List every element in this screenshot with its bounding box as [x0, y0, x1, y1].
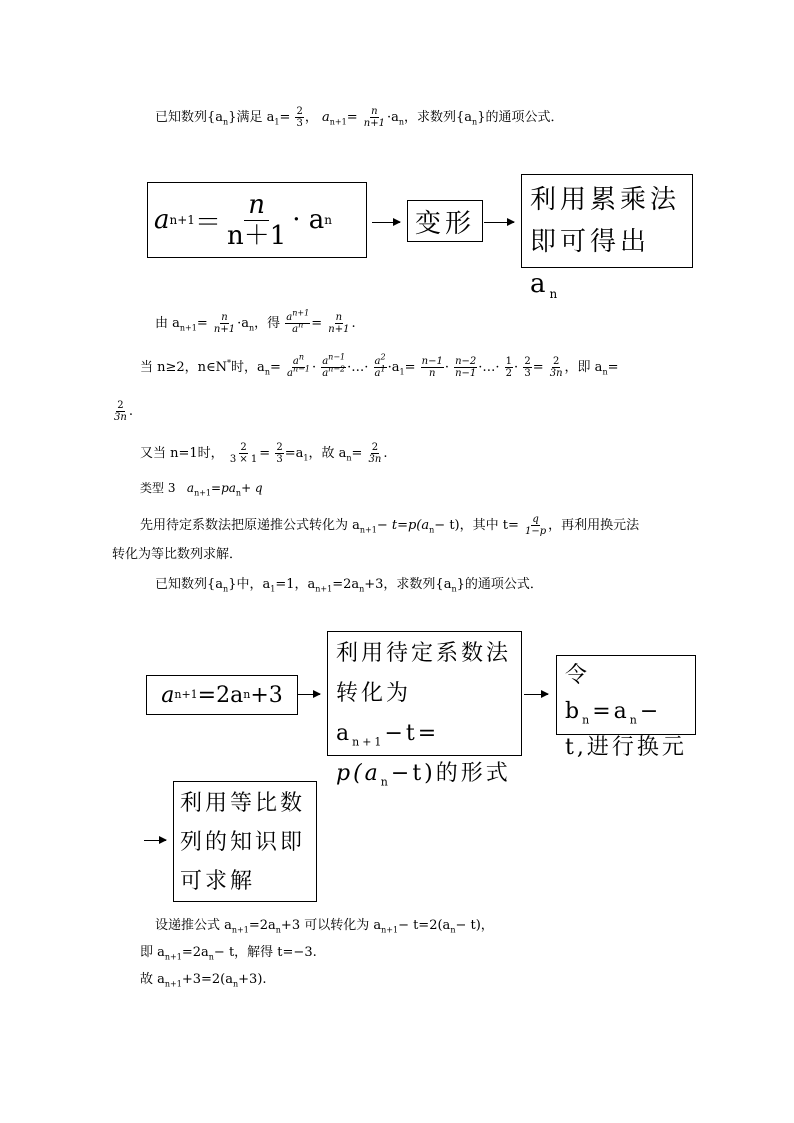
subscript: n+1 — [381, 925, 399, 935]
fraction — [523, 356, 531, 379]
text — [530, 221, 692, 305]
text: ，故 a — [308, 446, 347, 461]
subscript: n+1 — [231, 925, 249, 935]
fraction — [225, 190, 288, 251]
subscript: n — [208, 952, 214, 962]
text: a — [322, 110, 330, 125]
type3-method-line1 — [140, 514, 639, 537]
text: = — [279, 110, 291, 125]
numerator: 2 — [276, 442, 283, 453]
text: 利用待定系数法 — [336, 641, 512, 666]
fraction — [285, 308, 310, 335]
flow2-substitution-box — [556, 655, 696, 760]
flow2-recurrence-box: a n+1 =2a n +3 — [146, 675, 298, 715]
type3-heading — [140, 480, 263, 496]
numerator: n−2 — [455, 356, 477, 367]
text: ·…· — [347, 360, 369, 375]
subscript: n — [264, 367, 270, 377]
denominator: n+1 — [363, 118, 385, 129]
subscript: n — [248, 323, 255, 333]
text: = — [351, 446, 363, 461]
text: =2a — [332, 577, 360, 592]
text: = — [259, 446, 271, 461]
text: ，即 a — [564, 360, 603, 375]
text: 转化为 a — [336, 681, 412, 746]
text: +3 — [250, 682, 283, 708]
text: ，求数列{a — [404, 110, 473, 125]
text: =2a — [248, 918, 276, 933]
numerator: $a^n$ — [292, 352, 305, 367]
text: +3 可以转化为 a — [280, 918, 382, 933]
subscript: n+1 — [164, 979, 182, 989]
subscript: n — [450, 925, 456, 935]
text: 先用待定系数法把原递推公式转化为 a — [140, 518, 360, 533]
flow2-final-box — [173, 781, 317, 902]
numerator: 1 — [505, 356, 513, 367]
denominator: 1−p — [525, 526, 547, 537]
flow2-method-box — [327, 631, 522, 789]
subscript: n — [629, 713, 640, 727]
fraction — [454, 356, 477, 379]
text: 转化为等比数列求解． — [112, 547, 243, 562]
subscript: 1 — [270, 584, 276, 594]
denominator: 3 — [276, 454, 283, 465]
subscript: n — [582, 713, 593, 727]
denominator: 2 — [505, 368, 513, 379]
text: =1，a — [275, 577, 316, 592]
text: − t=2(a — [398, 918, 451, 933]
subscript: n — [602, 367, 608, 377]
subscript: n — [275, 925, 281, 935]
subscript: n — [233, 979, 239, 989]
text: −t= — [384, 721, 440, 746]
superscript: 2 — [380, 352, 386, 362]
subscript: n — [429, 525, 435, 535]
text: 变形 — [414, 208, 475, 239]
denominator: 3 — [524, 368, 531, 379]
text: ，得 — [254, 316, 281, 331]
text: 由 a — [155, 316, 180, 331]
subscript: n+1 — [315, 584, 333, 594]
numerator: n — [371, 106, 378, 117]
numerator: 2 — [117, 400, 124, 411]
subscript: n+1 — [179, 323, 197, 333]
problem1-statement — [155, 106, 563, 129]
text: ·a — [387, 360, 400, 375]
denominator: 3n — [114, 412, 127, 423]
text: − t)， — [455, 918, 494, 933]
flow1-transform-box — [407, 200, 483, 242]
denominator: n+1 — [213, 324, 236, 335]
text: = — [346, 110, 358, 125]
flow2-arrow-2 — [524, 694, 548, 695]
subscript: n — [235, 488, 242, 498]
denominator: $a^{n-1}$ — [287, 364, 310, 379]
superscript: 1 — [380, 364, 386, 374]
text: =a — [284, 446, 304, 461]
numerator: 2 — [296, 106, 303, 117]
text: 时，a — [231, 360, 265, 375]
text: a — [186, 481, 195, 495]
subscript: n — [359, 584, 365, 594]
subscript: 1 — [274, 117, 280, 127]
text: 设递推公式 a — [155, 918, 232, 933]
text: . — [383, 446, 388, 461]
denominator: 3 — [296, 118, 303, 129]
numerator: n — [221, 312, 228, 323]
superscript: n — [298, 320, 304, 330]
flow2-arrow-3 — [144, 840, 166, 841]
subscript: n — [549, 287, 562, 302]
fraction — [321, 352, 346, 379]
flow2-arrow-1 — [298, 694, 320, 695]
problem2-statement — [155, 577, 543, 593]
text: − t=p(a — [376, 518, 430, 533]
text: ·a — [237, 316, 249, 331]
text: =2a — [181, 945, 209, 960]
superscript: n−2 — [328, 364, 346, 374]
denominator: n＋1 — [226, 220, 287, 251]
subscript: n — [223, 584, 229, 594]
type3-method-line2 — [112, 547, 242, 563]
subscript: n — [451, 584, 457, 594]
fraction — [213, 312, 236, 335]
subscript: n+1 — [352, 735, 385, 749]
text: 已知数列{a — [155, 577, 224, 592]
solution2-line1 — [155, 918, 494, 934]
numerator: 2 — [240, 442, 247, 453]
text: 已知数列{a — [155, 110, 224, 125]
superscript: n — [298, 352, 305, 362]
numerator: n — [335, 312, 343, 323]
text: 列的知识即 — [180, 830, 306, 855]
numerator: n — [244, 190, 269, 221]
denominator: $a^n$ — [292, 320, 304, 335]
numerator: $a^{n-1}$ — [322, 352, 346, 367]
numerator: $a^2$ — [374, 352, 386, 367]
numerator: 2 — [371, 442, 379, 453]
denominator: $a^1$ — [374, 364, 386, 379]
text: = — [196, 316, 208, 331]
text — [336, 754, 521, 794]
fraction — [524, 514, 547, 537]
text: =a — [592, 699, 630, 724]
text: 可求解 — [180, 869, 256, 894]
numerator: 2 — [524, 356, 531, 367]
subscript: 1 — [399, 367, 405, 377]
text: + q — [241, 481, 263, 495]
fraction — [327, 312, 350, 335]
fraction — [421, 356, 444, 379]
subscript: n+1 — [329, 117, 347, 127]
text: +3=2(a — [181, 972, 233, 987]
subscript: n — [472, 117, 478, 127]
text: 利用等比数 — [180, 791, 306, 816]
text: = — [311, 316, 323, 331]
text: }中，a — [228, 577, 271, 592]
numerator: $a^{n+1}$ — [286, 308, 310, 323]
text: −t)的形式 — [390, 761, 511, 786]
text: ·a — [386, 110, 399, 125]
solution1-line2: 当 n≥2，n∈N*时，$a_n=$ $\frac{a^n}{a^{n-1}}$ · $\frac{a^{n-1}}{a^{n-2}}$ ·…· $\frac{a^2}{a^1}$ $\cdot a_1=$ $\frac{n-1}{n}$ · $\frac{n-2}{n-1}$ ·…· $\frac{1}{2}$ · $\frac{2}{3}$ = $\frac{2}{3n}$ ，即 $a_n=$ — [140, 352, 619, 379]
denominator: n — [428, 368, 436, 379]
text: 即 a — [140, 945, 165, 960]
text: = — [269, 360, 281, 375]
subscript: n+1 — [359, 525, 377, 535]
subscript: n — [223, 117, 229, 127]
superscript: * — [227, 358, 232, 368]
text: = — [404, 360, 416, 375]
solution1-line4 — [140, 442, 388, 465]
fraction — [295, 106, 303, 129]
solution2-line2 — [140, 945, 317, 961]
fraction — [363, 106, 386, 129]
numerator: 2 — [552, 356, 560, 367]
text: 当 n≥2，n∈N — [140, 360, 228, 375]
denominator: n−1 — [455, 368, 477, 379]
numerator: q — [532, 514, 539, 525]
text: − t)，其中 t= — [434, 518, 519, 533]
text: =pa — [211, 481, 236, 495]
text: =2a — [197, 682, 244, 708]
superscript: n−1 — [292, 364, 310, 374]
subscript: n — [398, 117, 405, 127]
text: − t，解得 t=−3. — [213, 945, 317, 960]
flow1-result-box — [521, 174, 693, 302]
fraction — [286, 352, 311, 379]
subscript: n+1 — [194, 488, 212, 498]
text: a — [154, 205, 170, 235]
text: a — [161, 682, 175, 708]
text: · a — [292, 205, 325, 235]
solution2-line3 — [140, 972, 267, 988]
text: ，再利用换元法 — [548, 518, 640, 533]
text: }满足 a — [228, 110, 275, 125]
subscript: 1 — [303, 453, 309, 463]
text: ， — [304, 110, 318, 125]
text: 故 a — [140, 972, 165, 987]
denominator: 3 × 1 — [229, 454, 258, 465]
fraction — [549, 356, 564, 379]
text: 又当 n=1时， — [140, 446, 224, 461]
fraction — [275, 442, 283, 465]
solution1-line1: 由 $a_{n+1}=$ $\frac{n}{n+1}$ $\cdot a_n$，得 $\frac{a^{n+1}}{a^n}$ = $\frac{n}{n+1}$ . — [155, 308, 356, 335]
text: 令 b — [565, 663, 591, 724]
text: − — [639, 699, 662, 724]
text: +3). — [238, 972, 267, 987]
fraction — [374, 352, 387, 379]
text — [336, 674, 521, 754]
subscript: n — [346, 453, 352, 463]
flow1-arrow-1 — [372, 222, 400, 223]
text: }的通项公式． — [477, 110, 564, 125]
text: t,进行换元 — [565, 735, 687, 760]
superscript: n−1 — [328, 352, 346, 362]
superscript: n+1 — [292, 308, 310, 318]
text — [565, 658, 695, 730]
solution1-line3: $\frac{2}{3n}$ . — [114, 400, 133, 423]
text: 利用累乘法 — [530, 185, 681, 215]
denominator: $a^{n-2}$ — [322, 364, 346, 379]
text: ＝ — [194, 207, 221, 238]
fraction — [505, 356, 513, 379]
text: p(a — [336, 761, 381, 786]
denominator: 3n — [549, 368, 563, 379]
text: ·…· — [478, 360, 500, 375]
flow1-arrow-2 — [484, 222, 514, 223]
numerator: n−1 — [421, 356, 443, 367]
fraction — [113, 400, 128, 423]
denominator: n+1 — [328, 324, 350, 335]
text: }的通项公式． — [456, 577, 543, 592]
subscript: n+1 — [164, 952, 182, 962]
denominator: 3n — [368, 454, 382, 465]
fraction — [229, 442, 258, 465]
text: = — [532, 360, 544, 375]
fraction — [368, 442, 383, 465]
subscript: n — [380, 775, 391, 789]
text: +3，求数列{a — [364, 577, 452, 592]
text: 即可得出 a — [530, 227, 651, 299]
flow1-formula-box: a n+1 ＝ $\frac{n}{n+1}$ · a n — [147, 182, 367, 258]
text: = — [607, 360, 619, 375]
text: 类型 3 — [140, 481, 176, 495]
